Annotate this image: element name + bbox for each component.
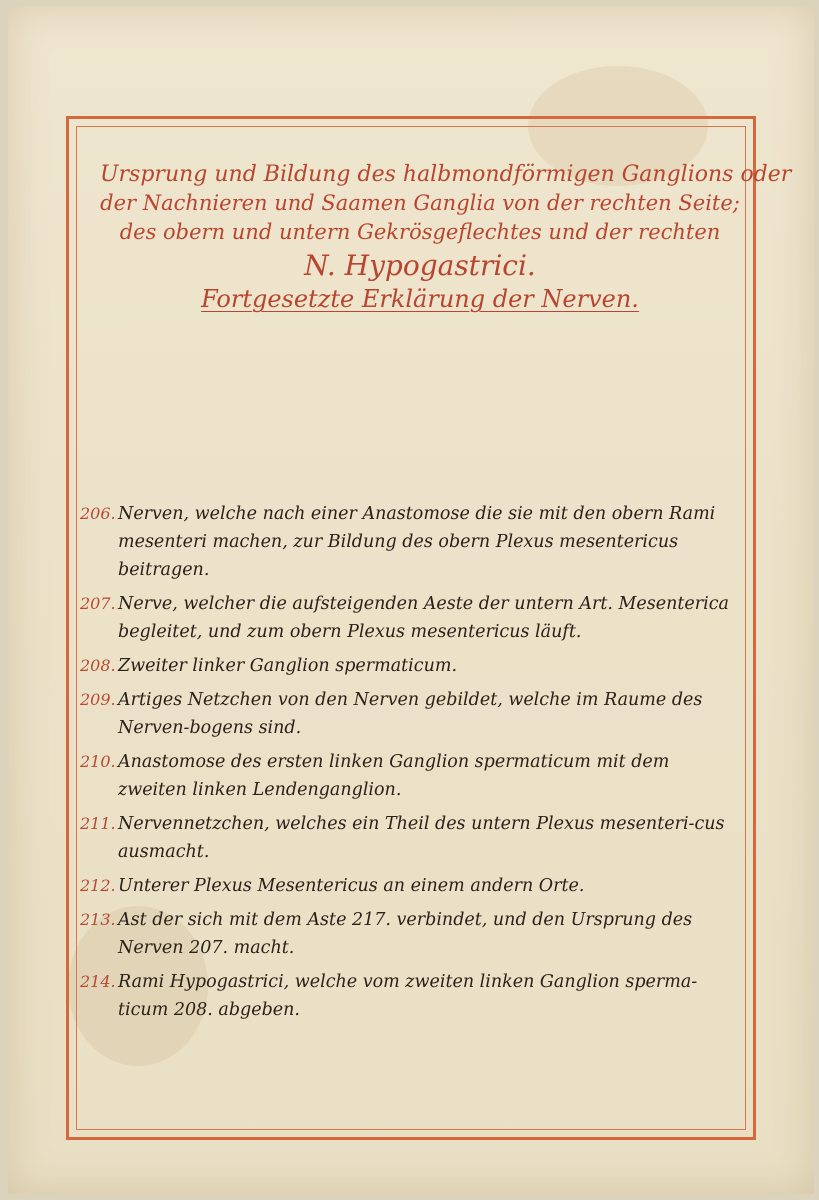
entry-text: Anastomose des ersten linken Ganglion spermaticum mit dem zweiten linken Lendenganglion. [118, 752, 670, 800]
entry-number: 213. [80, 910, 116, 929]
entry-number: 211. [80, 814, 116, 833]
entry-number: 210. [80, 752, 116, 771]
entry-list [80, 500, 740, 1030]
entry-number: 209. [80, 690, 116, 709]
entry-text: Nerven, welche nach einer Anastomose die sie mit den obern Rami mesenteri machen, zur Bildung des obern Plexus mesentericus beitragen. [118, 504, 716, 580]
entry-text: Zweiter linker Ganglion spermaticum. [118, 656, 458, 676]
list-item [80, 748, 740, 804]
title-line: Ursprung und Bildung des halbmondförmigen Ganglions oder [100, 162, 792, 187]
entry-number: 214. [80, 972, 116, 991]
title-line: des obern und untern Gekrösgeflechtes und der rechten [119, 220, 721, 244]
title-block [100, 160, 792, 315]
list-item [80, 590, 740, 646]
title-line: der Nachnieren und Saamen Ganglia von der rechten Seite; [100, 191, 740, 215]
list-item [80, 686, 740, 742]
entry-text: Nervennetzchen, welches ein Theil des untern Plexus mesenteri-cus ausmacht. [118, 814, 725, 862]
subtitle: Fortgesetzte Erklärung der Nerven. [201, 285, 639, 313]
list-item [80, 872, 740, 900]
entry-number: 208. [80, 656, 116, 675]
entry-text: Rami Hypogastrici, welche vom zweiten linken Ganglion sperma-ticum 208. abgeben. [118, 972, 698, 1020]
entry-text: Ast der sich mit dem Aste 217. verbindet, und den Ursprung des Nerven 207. macht. [118, 910, 693, 958]
title-line: N. Hypogastrici. [304, 249, 536, 282]
entry-text: Unterer Plexus Mesentericus an einem andern Orte. [118, 876, 585, 896]
entry-text: Nerve, welcher die aufsteigenden Aeste der untern Art. Mesenterica begleitet, und zum obern Plexus mesentericus läuft. [118, 594, 729, 642]
list-item [80, 810, 740, 866]
entry-number: 206. [80, 504, 116, 523]
list-item [80, 652, 740, 680]
list-item [80, 968, 740, 1024]
entry-number: 212. [80, 876, 116, 895]
entry-text: Artiges Netzchen von den Nerven gebildet, welche im Raume des Nerven-bogens sind. [118, 690, 703, 738]
list-item [80, 906, 740, 962]
entry-number: 207. [80, 594, 116, 613]
list-item [80, 500, 740, 584]
